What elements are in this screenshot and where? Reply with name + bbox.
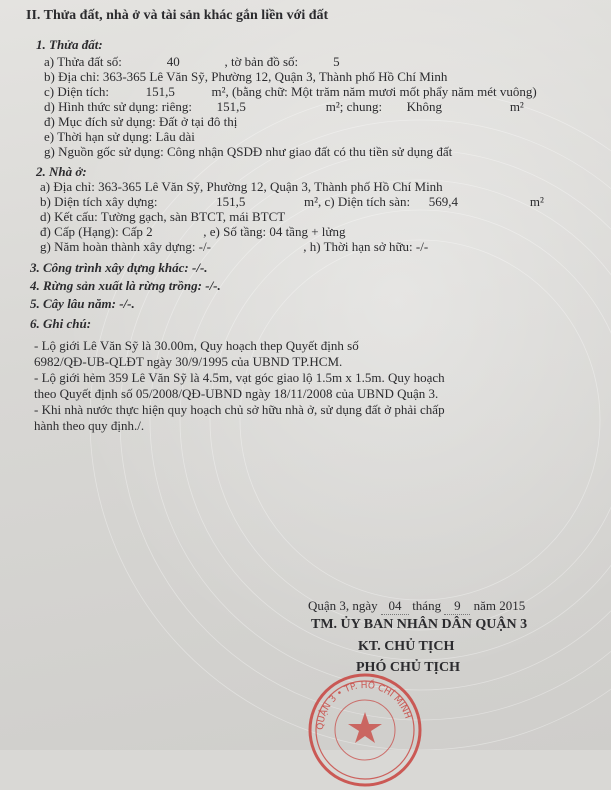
floor-area-value: 569,4 [428,194,458,209]
land-origin: g) Nguồn gốc sử dụng: Công nhận QSDĐ như giao đất có thu tiền sử dụng đất [44,144,453,159]
other-construction: 3. Công trình xây dựng khác: -/-. [30,260,208,275]
use-form-row [44,99,524,115]
land-address: b) Địa chỉ: 363-365 Lê Văn Sỹ, Phường 12, Quận 3, Thành phố Hồ Chí Minh [44,69,448,84]
parcel-number: 40 [166,54,180,69]
seal-text: QUẬN 3 • TP. HỒ CHÍ MINH [315,680,413,731]
date-line [308,598,525,615]
date-month: 9 [444,598,470,615]
floor-area-label: m², c) Diện tích sàn: [304,194,411,209]
use-private-value: 151,5 [216,99,246,114]
section-title: II. Thửa đất, nhà ở và tài sản khác gắn liền với đất [26,8,329,23]
note-line: - Khi nhà nước thực hiện quy hoạch chủ sở hữu nhà ở, sử dụng đất ở phải chấp [34,402,445,417]
area-words: m², (bằng chữ: Một trăm năm mươi mốt phẩy năm mét vuông) [211,84,537,99]
build-area-row [40,194,544,210]
note-line: - Lộ giới hẻm 359 Lê Văn Sỹ là 4.5m, vạt góc giao lộ 1.5m x 1.5m. Quy hoạch [34,370,445,385]
land-term: e) Thời hạn sử dụng: Lâu dài [44,129,195,144]
completion-year: g) Năm hoàn thành xây dựng: -/- [40,239,211,254]
land-heading: 1. Thửa đất: [36,37,103,52]
grade-row [40,224,345,240]
map-label: , tờ bản đồ số: [224,54,299,69]
note-line: theo Quyết định số 05/2008/QĐ-UBND ngày 18/11/2008 của UBND Quận 3. [34,386,439,401]
ownership-term: , h) Thời hạn sở hữu: -/- [303,239,429,254]
production-forest: 4. Rừng sản xuất là rừng trồng: -/-. [30,278,221,293]
date-prefix: Quận 3, ngày [308,598,378,613]
build-area-value: 151,5 [216,194,246,209]
area-label: c) Diện tích: [44,84,109,99]
house-address: a) Địa chỉ: 363-365 Lê Văn Sỹ, Phường 12, Quận 3, Thành phố Hồ Chí Minh [40,179,443,194]
use-shared-value: Không [406,99,442,114]
area-row [44,84,537,100]
parcel-row [44,54,371,70]
area-value: 151,5 [145,84,175,99]
official-seal [305,670,425,790]
use-form-label: d) Hình thức sử dụng: riêng: [44,99,193,114]
house-floors: , e) Số tầng: 04 tầng + lửng [203,224,346,239]
date-day: 04 [381,598,409,615]
floor-area-unit: m² [529,194,544,209]
house-structure: d) Kết cấu: Tường gạch, sàn BTCT, mái BTCT [40,209,286,224]
month-label: tháng [412,598,442,613]
note-line: - Lộ giới Lê Văn Sỹ là 30.00m, Quy hoạch thep Quyết định số [34,338,359,353]
house-grade: đ) Cấp (Hạng): Cấp 2 [40,224,153,239]
perennial-trees: 5. Cây lâu năm: -/-. [30,296,135,311]
use-shared-label: m²; chung: [325,99,383,114]
chairman-on-behalf: KT. CHỦ TỊCH [358,639,455,654]
parcel-label: a) Thửa đất số: [44,54,122,69]
notes-heading: 6. Ghi chú: [30,316,92,331]
completion-row [40,239,428,255]
map-number: 5 [333,54,340,69]
land-purpose: đ) Mục đích sử dụng: Đất ở tại đô thị [44,114,238,129]
house-heading: 2. Nhà ở: [36,164,87,179]
use-shared-unit: m² [509,99,524,114]
year-label: năm 2015 [473,598,526,613]
build-area-label: b) Diện tích xây dựng: [40,194,158,209]
vice-chairman-title: PHÓ CHỦ TỊCH [356,660,460,675]
note-line: 6982/QĐ-UB-QLĐT ngày 30/9/1995 của UBND TP.HCM. [34,354,343,369]
note-line: hành theo quy định./. [34,418,145,433]
committee-title: TM. ỦY BAN NHÂN DÂN QUẬN 3 [311,617,528,632]
